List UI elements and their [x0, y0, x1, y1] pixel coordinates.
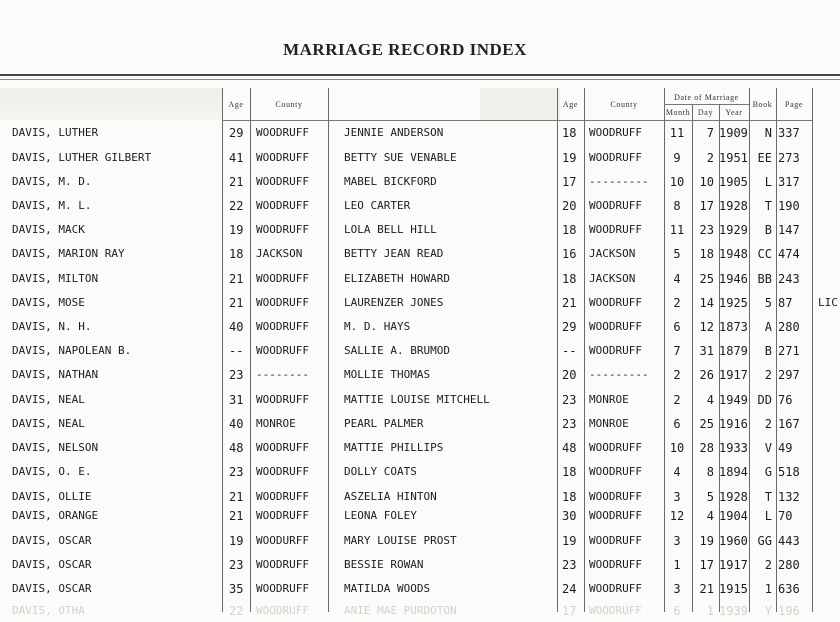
record-month: 11 — [669, 223, 685, 237]
record-day: 2 — [706, 151, 714, 165]
record-day: 21 — [699, 582, 714, 596]
header-month: Month — [665, 108, 691, 117]
record-spouse-age: 17 — [562, 604, 577, 618]
record-spouse-age: 24 — [562, 582, 577, 596]
record-spouse-county: WOODRUFF — [589, 320, 642, 333]
record-month: 5 — [673, 247, 681, 261]
record-row — [0, 268, 840, 290]
record-day: 23 — [699, 223, 714, 237]
record-spouse-county: WOODRUFF — [589, 151, 642, 164]
top-rule-secondary — [0, 79, 840, 80]
record-county: WOODRUFF — [256, 465, 309, 478]
record-row — [0, 219, 840, 241]
record-spouse-name: LAURENZER JONES — [344, 296, 444, 309]
record-name: DAVIS, NATHAN — [12, 368, 99, 381]
record-county: WOODRUFF — [256, 344, 309, 357]
record-spouse-age: 20 — [562, 199, 577, 213]
record-spouse-county: JACKSON — [589, 272, 636, 285]
record-month: 4 — [673, 465, 681, 479]
page-title: MARRIAGE RECORD INDEX — [283, 40, 527, 59]
record-book: N — [764, 126, 772, 140]
record-age: 19 — [229, 223, 244, 237]
record-spouse-county: WOODRUFF — [589, 490, 642, 503]
record-county: WOODRUFF — [256, 223, 309, 236]
record-page: 518 — [778, 465, 800, 479]
record-name: DAVIS, NAPOLEAN B. — [12, 344, 132, 357]
record-year: 1928 — [719, 199, 748, 213]
record-day: 10 — [699, 175, 714, 189]
record-spouse-name: ASZELIA HINTON — [344, 490, 437, 503]
record-spouse-name: ELIZABETH HOWARD — [344, 272, 450, 285]
record-book: T — [764, 490, 772, 504]
record-month: 11 — [669, 126, 685, 140]
record-year: 1915 — [719, 582, 748, 596]
record-year: 1909 — [719, 126, 748, 140]
record-age: 29 — [229, 126, 244, 140]
record-spouse-name: PEARL PALMER — [344, 417, 424, 430]
record-year: 1939 — [719, 604, 748, 618]
record-page: 76 — [778, 393, 793, 407]
record-county: WOODRUFF — [256, 199, 309, 212]
record-spouse-county: MONROE — [589, 417, 629, 430]
record-year: 1933 — [719, 441, 748, 455]
header-date-of-marriage: Date of Marriage — [674, 93, 739, 102]
record-county: WOODRUFF — [256, 490, 309, 503]
record-spouse-age: 16 — [562, 247, 577, 261]
top-rule — [0, 74, 840, 76]
record-page: 243 — [778, 272, 800, 286]
record-month: 6 — [673, 604, 681, 618]
record-county: WOODRUFF — [256, 604, 309, 617]
record-row — [0, 389, 840, 411]
record-spouse-age: 19 — [562, 151, 577, 165]
record-spouse-age: 30 — [562, 509, 577, 523]
record-age: -- — [229, 344, 244, 358]
record-book: BB — [757, 272, 772, 286]
header-day: Day — [697, 108, 714, 117]
record-year: 1929 — [719, 223, 748, 237]
record-page: 337 — [778, 126, 800, 140]
header-page: Page — [785, 100, 803, 109]
record-spouse-name: MATTIE PHILLIPS — [344, 441, 444, 454]
record-age: 21 — [229, 272, 244, 286]
record-row — [0, 364, 840, 386]
record-age: 41 — [229, 151, 244, 165]
record-book: L — [764, 175, 772, 189]
record-county: MONROE — [256, 417, 296, 430]
record-spouse-county: WOODRUFF — [589, 582, 642, 595]
record-book: Y — [764, 604, 772, 618]
record-row — [0, 437, 840, 459]
record-page: 190 — [778, 199, 800, 213]
record-day: 7 — [706, 126, 714, 140]
record-month: 1 — [673, 558, 681, 572]
header-bottom-rule — [222, 120, 812, 121]
record-row — [0, 147, 840, 169]
record-county: WOODRUFF — [256, 558, 309, 571]
record-book: B — [764, 223, 772, 237]
record-book: A — [764, 320, 772, 334]
record-spouse-county: MONROE — [589, 393, 629, 406]
record-age: 19 — [229, 534, 244, 548]
record-county: WOODRUFF — [256, 126, 309, 139]
record-row — [0, 195, 840, 217]
record-page: 273 — [778, 151, 800, 165]
record-book: 2 — [764, 368, 772, 382]
record-day: 28 — [699, 441, 714, 455]
record-page: 196 — [778, 604, 800, 618]
record-spouse-name: DOLLY COATS — [344, 465, 417, 478]
record-spouse-county: WOODRUFF — [589, 534, 642, 547]
record-book: 5 — [764, 296, 772, 310]
record-month: 8 — [673, 199, 681, 213]
record-name: DAVIS, MOSE — [12, 296, 85, 309]
record-age: 40 — [229, 417, 244, 431]
record-day: 18 — [699, 247, 714, 261]
record-day: 5 — [706, 490, 714, 504]
record-spouse-county: WOODRUFF — [589, 558, 642, 571]
record-spouse-age: 23 — [562, 417, 577, 431]
record-row — [0, 340, 840, 362]
record-month: 10 — [669, 441, 685, 455]
record-book: 2 — [764, 558, 772, 572]
record-name: DAVIS, N. H. — [12, 320, 92, 333]
record-year: 1917 — [719, 558, 748, 572]
record-year: 1879 — [719, 344, 748, 358]
record-spouse-age: 17 — [562, 175, 577, 189]
record-name: DAVIS, NELSON — [12, 441, 99, 454]
record-name: DAVIS, NEAL — [12, 417, 85, 430]
record-name: DAVIS, OSCAR — [12, 558, 92, 571]
record-note: LIC — [818, 296, 838, 309]
record-age: 35 — [229, 582, 244, 596]
record-day: 4 — [706, 393, 714, 407]
record-spouse-name: BESSIE ROWAN — [344, 558, 424, 571]
record-spouse-name: MATILDA WOODS — [344, 582, 431, 595]
record-spouse-age: 18 — [562, 126, 577, 140]
record-day: 1 — [706, 604, 714, 618]
record-book: DD — [757, 393, 772, 407]
record-day: 8 — [706, 465, 714, 479]
record-day: 14 — [699, 296, 714, 310]
record-spouse-age: 18 — [562, 272, 577, 286]
record-book: B — [764, 344, 772, 358]
record-county: WOODRUFF — [256, 175, 309, 188]
record-name: DAVIS, LUTHER — [12, 126, 99, 139]
record-age: 40 — [229, 320, 244, 334]
record-year: 1951 — [719, 151, 748, 165]
record-age: 23 — [229, 368, 244, 382]
record-page: 280 — [778, 558, 800, 572]
record-page: 271 — [778, 344, 800, 358]
record-year: 1928 — [719, 490, 748, 504]
bleed-through-header — [0, 88, 222, 120]
record-month: 3 — [673, 534, 681, 548]
record-year: 1949 — [719, 393, 748, 407]
record-county: WOODRUFF — [256, 509, 309, 522]
record-spouse-name: BETTY JEAN READ — [344, 247, 444, 260]
record-name: DAVIS, O. E. — [12, 465, 92, 478]
record-book: GG — [757, 534, 772, 548]
record-page: 70 — [778, 509, 793, 523]
bleed-through-header-mid — [480, 88, 560, 120]
record-spouse-county: WOODRUFF — [589, 509, 642, 522]
record-year: 1916 — [719, 417, 748, 431]
record-year: 1960 — [719, 534, 748, 548]
record-spouse-name: SALLIE A. BRUMOD — [344, 344, 450, 357]
record-spouse-age: 21 — [562, 296, 577, 310]
record-day: 25 — [699, 417, 714, 431]
record-spouse-county: WOODRUFF — [589, 126, 642, 139]
header-county: County — [275, 100, 303, 109]
record-month: 2 — [673, 393, 681, 407]
record-page: 132 — [778, 490, 800, 504]
record-county: WOODRUFF — [256, 296, 309, 309]
record-spouse-county: JACKSON — [589, 247, 636, 260]
record-county: JACKSON — [256, 247, 303, 260]
record-age: 21 — [229, 509, 244, 523]
record-day: 31 — [699, 344, 714, 358]
record-month: 6 — [673, 320, 681, 334]
record-age: 21 — [229, 175, 244, 189]
record-name: DAVIS, M. L. — [12, 199, 92, 212]
record-age: 48 — [229, 441, 244, 455]
record-page: 167 — [778, 417, 800, 431]
record-spouse-name: MABEL BICKFORD — [344, 175, 437, 188]
record-age: 18 — [229, 247, 244, 261]
record-page: 49 — [778, 441, 793, 455]
record-spouse-age: 18 — [562, 223, 577, 237]
record-county: WOODRUFF — [256, 320, 309, 333]
record-spouse-county: WOODRUFF — [589, 344, 642, 357]
record-page: 280 — [778, 320, 800, 334]
record-county: -------- — [256, 368, 309, 381]
record-month: 2 — [673, 368, 681, 382]
record-year: 1873 — [719, 320, 748, 334]
record-day: 26 — [699, 368, 714, 382]
record-name: DAVIS, OLLIE — [12, 490, 92, 503]
record-day: 4 — [706, 509, 714, 523]
record-age: 22 — [229, 199, 244, 213]
record-page: 297 — [778, 368, 800, 382]
record-spouse-county: WOODRUFF — [589, 223, 642, 236]
record-name: DAVIS, OSCAR — [12, 582, 92, 595]
header-book: Book — [752, 100, 773, 109]
record-year: 1946 — [719, 272, 748, 286]
record-spouse-age: 23 — [562, 393, 577, 407]
record-county: WOODRUFF — [256, 151, 309, 164]
record-spouse-age: 48 — [562, 441, 577, 455]
record-spouse-age: 18 — [562, 490, 577, 504]
record-name: DAVIS, MILTON — [12, 272, 99, 285]
record-county: WOODRUFF — [256, 393, 309, 406]
record-book: G — [764, 465, 772, 479]
record-row — [0, 316, 840, 338]
record-county: WOODURFF — [256, 534, 309, 547]
record-row — [0, 505, 840, 527]
record-spouse-name: ANIE MAE PURDOTON — [344, 604, 457, 617]
record-row — [0, 600, 840, 622]
record-year: 1894 — [719, 465, 748, 479]
record-name: DAVIS, OSCAR — [12, 534, 92, 547]
record-spouse-name: LEONA FOLEY — [344, 509, 417, 522]
record-year: 1925 — [719, 296, 748, 310]
record-page: 147 — [778, 223, 800, 237]
record-page: 317 — [778, 175, 800, 189]
record-year: 1904 — [719, 509, 748, 523]
record-spouse-name: LEO CARTER — [344, 199, 411, 212]
record-age: 31 — [229, 393, 244, 407]
record-row — [0, 578, 840, 600]
record-book: L — [764, 509, 772, 523]
record-name: DAVIS, NEAL — [12, 393, 85, 406]
record-name: DAVIS, MACK — [12, 223, 85, 236]
record-spouse-age: 29 — [562, 320, 577, 334]
record-county: WOODRUFF — [256, 272, 309, 285]
record-month: 2 — [673, 296, 681, 310]
record-name: DAVIS, OTHA — [12, 604, 85, 617]
record-county: WOODRUFF — [256, 582, 309, 595]
record-day: 25 — [699, 272, 714, 286]
record-age: 23 — [229, 465, 244, 479]
record-spouse-name: MARY LOUISE PROST — [344, 534, 457, 547]
record-month: 12 — [669, 509, 685, 523]
record-spouse-age: 23 — [562, 558, 577, 572]
record-book: 2 — [764, 417, 772, 431]
record-month: 7 — [673, 344, 681, 358]
record-spouse-age: 20 — [562, 368, 577, 382]
record-year: 1917 — [719, 368, 748, 382]
record-spouse-county: --------- — [589, 175, 649, 188]
record-spouse-age: 18 — [562, 465, 577, 479]
record-book: 1 — [764, 582, 772, 596]
record-spouse-county: WOODRUFF — [589, 465, 642, 478]
record-row — [0, 122, 840, 144]
record-spouse-name: JENNIE ANDERSON — [344, 126, 444, 139]
record-spouse-name: M. D. HAYS — [344, 320, 411, 333]
record-row — [0, 461, 840, 483]
record-month: 3 — [673, 582, 681, 596]
record-book: T — [764, 199, 772, 213]
record-month: 9 — [673, 151, 681, 165]
record-day: 17 — [699, 199, 714, 213]
date-subheader-rule — [664, 104, 749, 105]
header-spouse-age: Age — [562, 100, 579, 109]
record-spouse-name: LOLA BELL HILL — [344, 223, 437, 236]
record-county: WOODRUFF — [256, 441, 309, 454]
record-spouse-county: WOODRUFF — [589, 296, 642, 309]
record-spouse-name: BETTY SUE VENABLE — [344, 151, 457, 164]
record-page: 636 — [778, 582, 800, 596]
record-spouse-county: WOODRUFF — [589, 441, 642, 454]
header-age: Age — [228, 100, 244, 109]
record-spouse-county: WOODRUFF — [589, 199, 642, 212]
record-age: 21 — [229, 296, 244, 310]
record-name: DAVIS, MARION RAY — [12, 247, 125, 260]
record-row — [0, 530, 840, 552]
record-spouse-county: --------- — [589, 368, 649, 381]
record-year: 1948 — [719, 247, 748, 261]
record-name: DAVIS, ORANGE — [12, 509, 99, 522]
record-row — [0, 554, 840, 576]
header-year: Year — [725, 108, 743, 117]
record-spouse-age: -- — [562, 344, 577, 358]
record-row — [0, 413, 840, 435]
record-row — [0, 243, 840, 265]
header-spouse-county: County — [610, 100, 638, 109]
record-month: 3 — [673, 490, 681, 504]
record-page: 443 — [778, 534, 800, 548]
record-age: 21 — [229, 490, 244, 504]
record-month: 6 — [673, 417, 681, 431]
record-page: 474 — [778, 247, 800, 261]
record-spouse-name: MATTIE LOUISE MITCHELL — [344, 393, 490, 406]
record-month: 4 — [673, 272, 681, 286]
record-name: DAVIS, M. D. — [12, 175, 92, 188]
record-age: 22 — [229, 604, 244, 618]
record-spouse-county: WOODRUFF — [589, 604, 642, 617]
record-day: 12 — [699, 320, 714, 334]
record-book: EE — [757, 151, 772, 165]
record-day: 19 — [699, 534, 714, 548]
record-age: 23 — [229, 558, 244, 572]
record-spouse-age: 19 — [562, 534, 577, 548]
record-year: 1905 — [719, 175, 748, 189]
record-page: 87 — [778, 296, 793, 310]
record-book: V — [764, 441, 772, 455]
record-name: DAVIS, LUTHER GILBERT — [12, 151, 152, 164]
record-row — [0, 171, 840, 193]
record-day: 17 — [699, 558, 714, 572]
record-book: CC — [757, 247, 772, 261]
record-month: 10 — [669, 175, 685, 189]
record-row — [0, 292, 840, 314]
record-spouse-name: MOLLIE THOMAS — [344, 368, 431, 381]
